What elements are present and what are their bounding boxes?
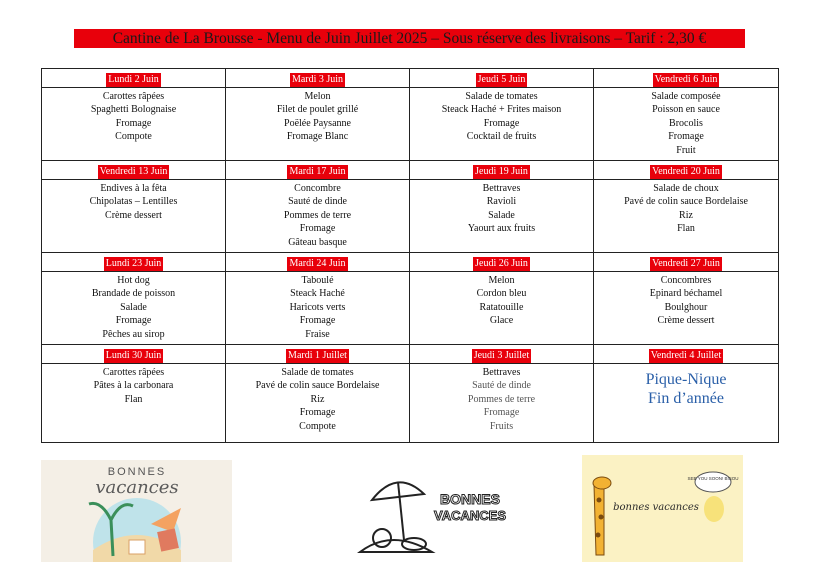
menu-item: Salade composée	[651, 91, 721, 102]
week-4-days	[42, 345, 779, 364]
menu-item: Boulghour	[664, 301, 708, 313]
menu-item: Pommes de terre	[467, 393, 536, 405]
menu-item: Carottes râpées	[102, 91, 165, 102]
menu-cell	[42, 272, 226, 345]
menu-item: Salade de tomates	[465, 91, 538, 102]
menu-cell	[42, 364, 226, 443]
menu-cell	[594, 272, 779, 345]
menu-item: Carottes râpées	[102, 367, 165, 378]
menu-cell	[410, 88, 594, 161]
menu-item: Flan	[677, 223, 695, 235]
menu-item: Brocolis	[669, 117, 703, 129]
menu-item: Ravioli	[486, 196, 517, 208]
menu-item: Fromage	[115, 117, 152, 129]
bonnes-vacances-giraffe-image	[582, 455, 743, 562]
menu-item: Fromage	[299, 223, 336, 235]
menu-item: Steack Haché + Frites maison	[441, 104, 562, 116]
menu-item: Fromage	[483, 117, 520, 129]
menu-item: Spaghetti Bolognaise	[90, 104, 177, 116]
day-label: Vendredi 27 Juin	[652, 258, 720, 269]
menu-item: Fromage	[668, 131, 704, 143]
bonnes-outline-text: BONNES	[440, 491, 500, 507]
menu-item: Haricots verts	[289, 301, 346, 313]
day-label: Lundi 30 Juin	[105, 350, 162, 361]
week-1-menus	[42, 88, 779, 161]
day-label: Jeudi 19 Juin	[475, 166, 528, 177]
week-3-menus	[42, 272, 779, 345]
menu-cell	[410, 364, 594, 443]
menu-item: Compote	[299, 420, 336, 432]
menu-item: Pommes de terre	[283, 209, 352, 221]
menu-item: Steack Haché	[290, 288, 345, 300]
menu-item: Fruit	[676, 144, 696, 156]
day-label: Mardi 24 Juin	[289, 258, 346, 269]
menu-item: Pêches au sirop	[102, 328, 165, 340]
day-label: Vendredi 13 Juin	[99, 166, 168, 177]
vacances-script-text: vacances	[95, 477, 179, 498]
bonnes-vacances-beach-image	[41, 460, 232, 562]
menu-cell	[226, 364, 410, 443]
menu-item: Fromage	[483, 407, 520, 419]
menu-cell	[410, 180, 594, 253]
menu-item: Fruits	[489, 420, 514, 432]
menu-cell	[42, 180, 226, 253]
menu-item: Sauté de dinde	[288, 196, 347, 208]
coloring-illustration	[352, 460, 513, 561]
menu-cell	[226, 88, 410, 161]
menu-item: Ratatouille	[479, 301, 524, 313]
menu-cell	[594, 180, 779, 253]
week-2-menus	[42, 180, 779, 253]
menu-item: Concombre	[294, 183, 341, 194]
vacances-outline-text: VACANCES	[434, 508, 506, 523]
menu-item: Salade de tomates	[281, 367, 354, 378]
menu-item: Fromage	[299, 315, 336, 327]
week-2-days	[42, 161, 779, 180]
week-4-menus	[42, 364, 779, 443]
menu-item: Sauté de dinde	[472, 380, 531, 392]
bonnes-vacances-coloring-image	[352, 460, 513, 561]
menu-item: Riz	[310, 393, 325, 405]
menu-item: Endives à la fêta	[100, 183, 167, 194]
menu-item: Fromage Blanc	[286, 131, 349, 143]
day-label: Jeudi 26 Juin	[475, 258, 528, 269]
menu-item: Gâteau basque	[288, 236, 347, 248]
menu-item: Hot dog	[117, 275, 150, 286]
menu-item: Pavé de colin sauce Bordelaise	[255, 380, 380, 392]
menu-cell	[594, 88, 779, 161]
fin-annee-text: Fin d’année	[648, 390, 724, 407]
day-label: Vendredi 20 Juin	[652, 166, 720, 177]
week-1-days	[42, 69, 779, 88]
menu-cell	[42, 88, 226, 161]
menu-item: Compote	[115, 131, 152, 143]
menu-item: Cocktail de fruits	[466, 131, 537, 143]
beach-illustration	[41, 460, 232, 562]
day-label: Lundi 23 Juin	[105, 258, 162, 269]
menu-item: Glace	[489, 315, 514, 327]
menu-item: Concombres	[660, 275, 712, 286]
menu-item: Crème dessert	[657, 315, 715, 327]
speech-bubble-text: SEE YOU SOON! BISOU	[687, 476, 739, 481]
menu-item: Poisson en sauce	[652, 104, 720, 116]
menu-item: Pavé de colin sauce Bordelaise	[624, 196, 748, 208]
menu-item: Filet de poulet grillé	[276, 104, 359, 116]
menu-cell	[594, 364, 779, 443]
menu-cell	[226, 272, 410, 345]
menu-item: Fromage	[299, 407, 336, 419]
menu-item: Flan	[124, 393, 143, 405]
day-label: Jeudi 5 Juin	[477, 74, 526, 85]
menu-item: Salade	[120, 301, 147, 313]
menu-item: Bettraves	[482, 367, 521, 378]
menu-item: Salade de choux	[653, 183, 719, 194]
menu-item: Melon	[488, 275, 515, 286]
menu-item: Riz	[679, 209, 693, 221]
menu-item: Brandade de poisson	[91, 288, 176, 300]
menu-item: Fraise	[305, 328, 330, 340]
day-label: Lundi 2 Juin	[108, 74, 159, 85]
menu-item: Crème dessert	[105, 209, 162, 221]
bonnes-vacances-script-text: bonnes vacances	[613, 502, 699, 513]
menu-item: Fromage	[115, 315, 152, 327]
menu-item: Melon	[304, 91, 331, 102]
menu-title: Cantine de La Brousse - Menu de Juin Juillet 2025 – Sous réserve des livraisons – Tarif : 2,30 €	[74, 29, 745, 48]
bonnes-text: BONNES	[107, 466, 167, 478]
menu-item: Salade	[488, 209, 515, 221]
day-label: Jeudi 3 Juillet	[473, 350, 530, 361]
menu-item: Pâtes à la carbonara	[93, 380, 174, 392]
giraffe-illustration	[582, 455, 743, 562]
pique-nique-text: Pique-Nique	[645, 371, 727, 388]
day-label: Mardi 3 Juin	[291, 74, 344, 85]
menu-item: Poëlée Paysanne	[284, 117, 351, 129]
menu-item: Yaourt aux fruits	[467, 223, 536, 235]
day-label: Vendredi 6 Juin	[654, 74, 718, 85]
menu-cell	[410, 272, 594, 345]
day-label: Mardi 17 Juin	[289, 166, 346, 177]
day-label: Vendredi 4 Juillet	[650, 350, 722, 361]
menu-item: Chipolatas – Lentilles	[89, 196, 178, 208]
week-3-days	[42, 253, 779, 272]
menu-item: Epinard béchamel	[649, 288, 723, 300]
menu-cell	[226, 180, 410, 253]
menu-item: Taboulé	[301, 275, 334, 286]
day-label: Mardi 1 Juillet	[288, 350, 347, 361]
menu-item: Bettraves	[482, 183, 521, 194]
menu-table	[41, 68, 779, 443]
menu-item: Cordon bleu	[476, 288, 527, 300]
